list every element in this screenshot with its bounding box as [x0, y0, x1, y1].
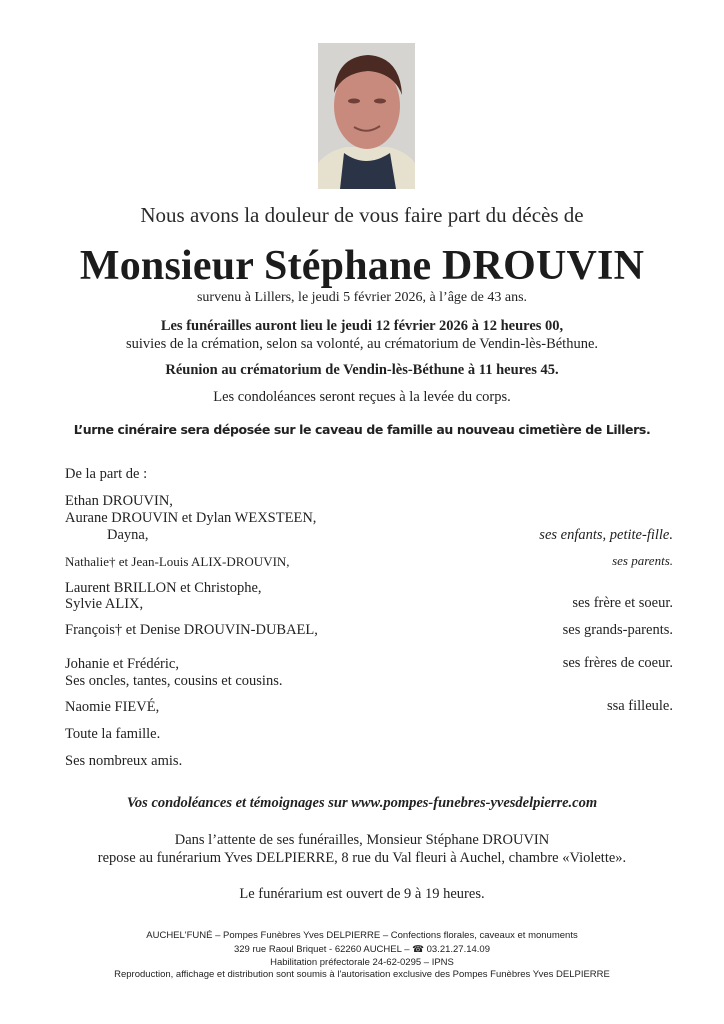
portrait-image: [318, 43, 415, 189]
family-name: Aurane DROUVIN et Dylan WEXSTEEN,: [65, 510, 317, 526]
family-relation: ses frère et soeur.: [572, 595, 673, 611]
portrait-photo: [318, 43, 415, 189]
cremation-info: suivies de la crémation, selon sa volonté, au crématorium de Vendin-lès-Béthune.: [125, 336, 599, 352]
family-name: Nathalie† et Jean-Louis ALIX-DROUVIN,: [65, 554, 290, 569]
footer-address: [0, 944, 724, 955]
family-name: Sylvie ALIX,: [65, 596, 144, 612]
urn-info: L’urne cinéraire sera déposée sur le caveau de famille au nouveau cimetière de Lillers.: [73, 422, 651, 437]
footer-rights: Reproduction, affichage et distribution sont soumis à l'autorisation exclusive des Pompes Funèbres Yves DELPIERRE: [114, 969, 610, 980]
family-name: Johanie et Frédéric,: [65, 656, 179, 672]
family-name: Naomie FIEVÉ,: [65, 699, 160, 715]
phone-icon: ☎: [412, 944, 424, 955]
footer-company: AUCHEL'FUNÉ – Pompes Funèbres Yves DELPIERRE – Confections florales, caveaux et monuments: [146, 930, 578, 941]
footer-address-text: 329 rue Raoul Briquet - 62260 AUCHEL –: [233, 944, 410, 955]
announcement-intro: Nous avons la douleur de vous faire part du décès de: [140, 203, 584, 227]
family-name: Ses oncles, tantes, cousins et cousins.: [65, 673, 283, 689]
deceased-name: Monsieur Stéphane DROUVIN: [79, 243, 645, 289]
condolences-info: Les condoléances seront reçues à la levée du corps.: [213, 389, 511, 405]
family-name: Ses nombreux amis.: [65, 753, 183, 769]
family-relation: ses grands-parents.: [562, 622, 673, 638]
website-line: Vos condoléances et témoignages sur www.pompes-funebres-yvesdelpierre.com: [126, 795, 598, 811]
funeral-date: Les funérailles auront lieu le jeudi 12 février 2026 à 12 heures 00,: [160, 318, 564, 334]
repose-line-2: repose au funérarium Yves DELPIERRE, 8 rue du Val fleuri à Auchel, chambre «Violette».: [97, 850, 627, 866]
family-relation: ses parents.: [612, 553, 673, 568]
funerarium-hours: Le funérarium est ouvert de 9 à 19 heures.: [239, 886, 485, 902]
family-name: François† et Denise DROUVIN-DUBAEL,: [65, 622, 318, 638]
footer-phone: 03.21.27.14.09: [426, 944, 491, 955]
reunion-info: Réunion au crématorium de Vendin-lès-Béthune à 11 heures 45.: [165, 362, 559, 378]
family-name: Toute la famille.: [65, 726, 161, 742]
repose-line-1: Dans l’attente de ses funérailles, Monsieur Stéphane DROUVIN: [174, 832, 550, 848]
family-relation: ses frères de coeur.: [562, 655, 673, 671]
family-name: Dayna,: [107, 527, 149, 543]
footer-license: Habilitation préfectorale 24-62-0295 – IPNS: [270, 957, 454, 968]
family-name: Ethan DROUVIN,: [65, 493, 173, 509]
death-info: survenu à Lillers, le jeudi 5 février 2026, à l’âge de 43 ans.: [196, 290, 528, 305]
family-header: De la part de :: [65, 466, 148, 482]
family-relation: ssa filleule.: [606, 698, 673, 714]
family-name: Laurent BRILLON et Christophe,: [65, 580, 262, 596]
family-relation: ses enfants, petite-fille.: [539, 527, 673, 543]
